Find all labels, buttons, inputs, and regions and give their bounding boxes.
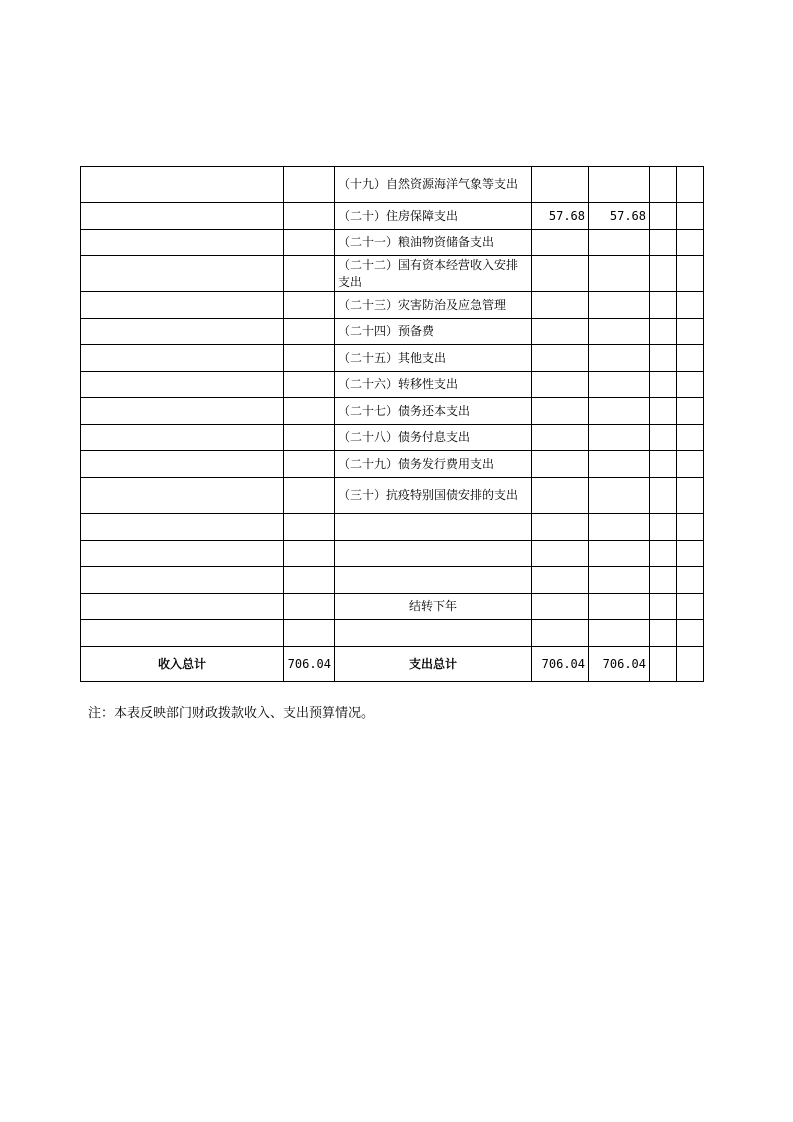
expense-total-value: 706.04 [589,647,650,682]
table-row [81,478,704,514]
table-row [81,230,704,256]
table-row [81,319,704,345]
table-row [81,167,704,203]
expense-total-label: 支出总计 [335,647,532,682]
table-row [81,620,704,647]
expense-item-label: （二十八）债务付息支出 [335,425,532,451]
table-row [81,256,704,292]
expense-item-label: （二十）住房保障支出 [335,203,532,230]
table-row [81,567,704,594]
expense-item-label: （二十五）其他支出 [335,345,532,372]
expense-item-label: （二十四）预备费 [335,319,532,345]
expense-item-label: （二十二）国有资本经营收入安排支出 [335,256,532,292]
budget-table [80,166,704,682]
expense-item-label: （二十九）债务发行费用支出 [335,451,532,478]
table-row [81,514,704,541]
table-row [81,292,704,319]
table-footnote: 注：本表反映部门财政拨款收入、支出预算情况。 [88,706,375,721]
table-row [81,425,704,451]
expense-item-label: （二十一）粮油物资储备支出 [335,230,532,256]
table-row [81,451,704,478]
table-row [81,398,704,425]
table-row [81,203,704,230]
table-row [81,541,704,567]
carryover-label: 结转下年 [335,594,532,620]
income-total-value: 706.04 [284,647,335,682]
expense-item-label: （二十六）转移性支出 [335,372,532,398]
expense-item-label: （二十三）灾害防治及应急管理 [335,292,532,319]
expense-total-value: 706.04 [532,647,589,682]
income-total-label: 收入总计 [81,647,284,682]
expense-item-label: （十九）自然资源海洋气象等支出 [335,167,532,203]
table-row [81,345,704,372]
budget-value: 57.68 [532,203,589,230]
expense-item-label: （三十）抗疫特别国债安排的支出 [335,478,532,514]
table-row [81,372,704,398]
table-row [81,594,704,620]
expense-item-label: （二十七）债务还本支出 [335,398,532,425]
totals-row [81,647,704,682]
budget-value: 57.68 [589,203,650,230]
